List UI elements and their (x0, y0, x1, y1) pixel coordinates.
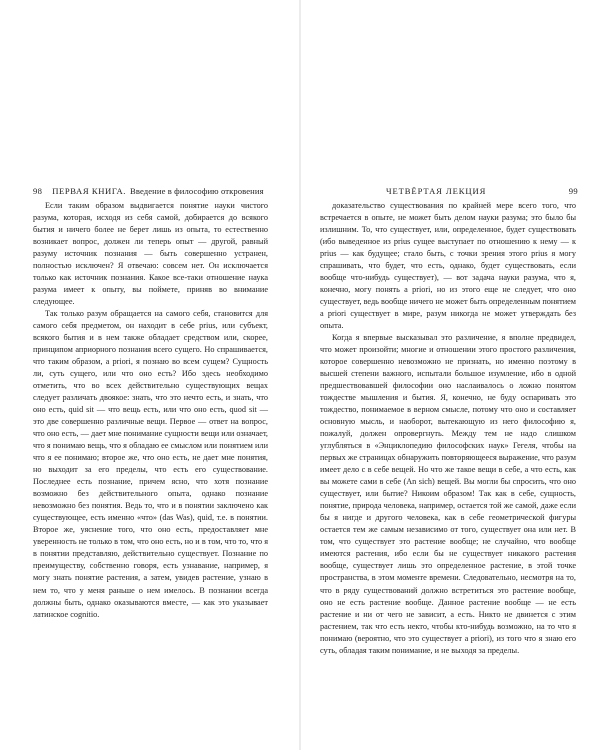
running-head-left (33, 186, 273, 196)
page-number-left: 98 (33, 186, 43, 196)
running-subtitle-left: Введение в философию откровения (130, 186, 264, 196)
page-number-right: 99 (568, 186, 578, 196)
body-text-right (320, 200, 576, 657)
paragraph: Если таким образом выдвигается понятие науки чистого разума, которая, исходя из себя самой, добирается до всякого бытия и ничего более не берет лишь из опыта, то естественно возникает вопрос, должен ли теперь опыт — другой, равный разуму источник познания — быть совершенно устранен, полностью исключен? Я отвечаю: совсем нет. Он исключается только как источник познания. Какое все-таки отношение наука разума имеет к опыту, вы поймете, приняв во внимание следующее. (33, 201, 268, 307)
paragraph: доказательство существования по крайней мере всего того, что встречается в опыте, не может быть делом науки разума; это было бы излишним. То, что существует, или, определенное, будет существовать (ибо выведенное из prius сущее выступает по отношению к нему — к prius — как будущее; стало быть, с точки зрения этого prius я могу спрашивать, что будет, что есть, однако, будет существовать, если вообще что-нибудь существует), — вот задача науки разума, что я, конечно, могу понять а priori, но из этого еще не следует, что оно существует, ведь вообще ничего не может быть определенным понятием а priori существует в мире, разум никогда не может утверждать без опыта. (320, 201, 576, 331)
paragraph: Так только разум обращается на самого себя, становится для самого себя предметом, он находит в себе prius, или субъект, всякого бытия и в нем также обладает средством или, скорее, принципом априорного познания всего сущего. Но спрашивается, что таким образом, а priori, я познаю во всем сущем? Сущность ли, суть сущего, или что оно есть? Ибо здесь необходимо отметить, что во всех действительно существующих вещах следует различать двоякое: знать, что это нечто есть, и знать, что оно есть, quid sit — что вещь есть, или что оно есть, quod sit — это две совершенно различные вещи. Первое — ответ на вопрос, что оно есть, — дает мне понимание сущности вещи или означает, что я понимаю вещь, что я обладаю ее смыслом или понятием или что я ее понимаю; второе же, что оно есть, не дает мне понятия, но выходит за его пределы, что есть его существование. Последнее есть познание, причем ясно, что хотя познание возможно без действительного опыта, однако познание невозможно без понятия. Ведь то, что и в понятии заключено как существующее, есть именно «что» (das Was), quid, т.е. в понятии. Второе же, уяснение того, что оно есть, предоставляет мне уверенность не только в том, что оно есть, но и в том, что то, что я в понятии представляю, действительно существует. Познание по преимуществу, собственно говоря, есть узнавание, например, я могу знать понятие растения, а затем, увидев растение, узнаю в нем то, что у меня раньше о нем имелось. В познании всегда должны быть, однако оказываются вместе, — как это указывает латинское cognitio. (33, 309, 268, 619)
body-text-left (33, 200, 268, 621)
running-title-right: ЧЕТВЁРТАЯ ЛЕКЦИЯ (386, 186, 487, 196)
paragraph: Когда я впервые высказывал это различение, я вполне предвидел, что может произойти; многие и отношении этого простого различения, которое совершенно невозможно не признать, но именно поэтому в высшей степени важного, испытали большое изумление, ибо в одной предшествовавшей философии оно наслаивалось о ложно понятом тождестве мышления и бытия. Я, конечно, не буду оспаривать это тождество, понимаемое в верном смысле, потому что оно и составляет основную мысль, и наоборот, вытекающую из него философию я, пожалуй, должен опровергнуть. Между тем не надо слишком углубляться в «Энциклопедию философских наук» Гегеля, чтобы на первых же страницах обнаружить повторяющееся выражение, что разум имеет дело с в себе вещей. Но что же такое вещи в себе, а что есть, как вы можете сами в себе (An sich) вещей. Вы могли бы спросить, что оно существует, или бытие? Никоим образом! Так как в себе, сущность, понятие, природа человека, например, остается той же самой, даже если бы я нигде и другого человека, как в себе геометрической фигуры остается тем же самым независимо от того, существует она или нет. В том, что существует это растение вообще; не случайно, что вообще имеются растения, ибо если бы не существует никакого растения вообще, существует лишь это определенное растение, в этой точке пространства, в этом моменте времени. Следовательно, несмотря на то, что в ряду существований должно встретиться это растение вообще, оно не есть растение вообще. Данное растение вообще — не есть растение и ни от чего не зависит, а есть. Никто не двинется с этим растением, так что есть некто, чтобы кто-нибудь возможно, на то что я понимаю (вероятно, что это существует а priori), из того что я знаю его суть, обладая таким понимание, и не выходя за пределы. (320, 333, 576, 655)
right-page (300, 0, 600, 750)
running-title-left: ПЕРВАЯ КНИГА. (52, 186, 127, 196)
